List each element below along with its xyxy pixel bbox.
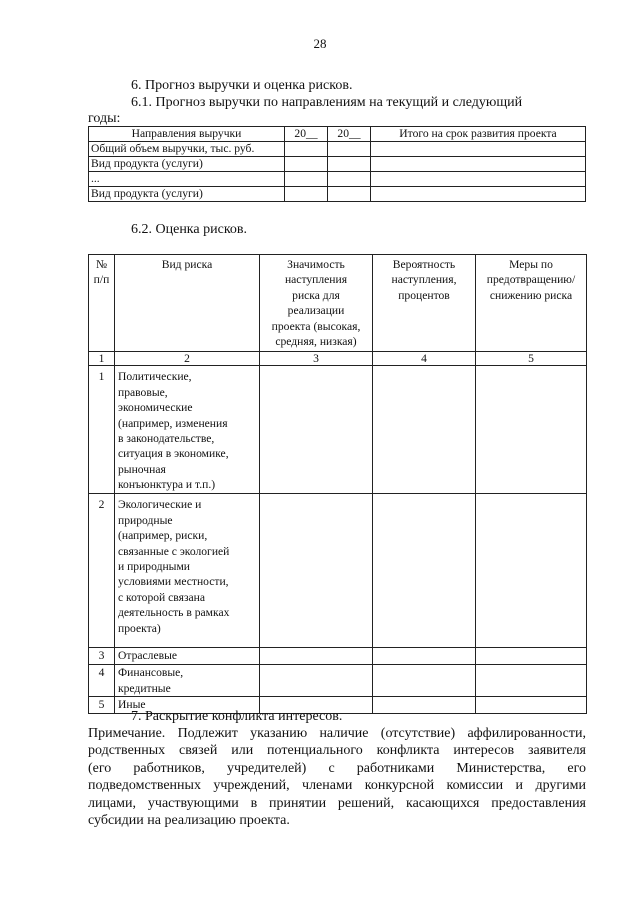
revenue-cell (328, 172, 371, 187)
risk-type-line: Политические, (118, 370, 192, 384)
risk-header-cell (373, 255, 476, 352)
risk-empty-cell (476, 665, 587, 697)
risk-header-line: риска для (292, 288, 340, 302)
risk-row (89, 366, 587, 494)
risk-type-line: экономические (118, 401, 193, 415)
risk-type-cell (115, 665, 260, 697)
risk-type-line: условиями местности, (118, 575, 229, 589)
risk-empty-cell (373, 494, 476, 648)
risk-header-line: Вероятность (392, 258, 456, 271)
risk-header-line: проекта (высокая, (271, 319, 361, 333)
revenue-cell (328, 187, 371, 202)
risk-row (89, 665, 587, 697)
risk-type-line: кредитные (118, 681, 171, 695)
risk-row-number: 5 (89, 697, 115, 713)
risk-header-line: средняя, низкая) (275, 335, 357, 349)
risk-header-cell (476, 255, 587, 352)
revenue-row (89, 142, 586, 157)
risk-header-cell (115, 255, 260, 352)
risk-header-line: предотвращению/ (486, 273, 576, 287)
risk-empty-cell (260, 494, 373, 648)
risk-header-cell (89, 255, 115, 352)
risk-header-line: наступления, (391, 273, 457, 287)
note-line: родственных связей или потенциального конфликта интересов заявителя (88, 743, 586, 759)
risk-type-cell (115, 648, 260, 665)
risk-type-line: Иные (118, 698, 146, 712)
risk-type-line: природные (118, 513, 173, 527)
risk-row-number: 1 (89, 366, 115, 494)
note-line: лицами, участвующими в принятии решений, касающихся предоставления (88, 795, 586, 811)
revenue-row-label: Вид продукта (услуги) (89, 187, 285, 202)
risk-type-line: рыночная (118, 462, 166, 476)
risk-empty-cell (373, 366, 476, 494)
risk-column-number: 5 (476, 352, 587, 366)
risk-empty-cell (373, 648, 476, 665)
section-7-title: 7. Раскрытие конфликта интересов. (131, 709, 343, 724)
risk-type-line: деятельность в рамках (118, 606, 230, 620)
risk-header-line: п/п (93, 273, 110, 287)
revenue-cell (328, 142, 371, 157)
risk-row (89, 494, 587, 648)
risk-type-line: с которой связана (118, 590, 206, 604)
revenue-header-row (89, 127, 586, 142)
revenue-row (89, 172, 586, 187)
risk-type-line: правовые, (118, 385, 168, 399)
risk-type-line: конъюнктура и т.п.) (118, 478, 216, 492)
risk-type-line: Отраслевые (118, 649, 178, 663)
risk-type-line: (например, изменения (118, 416, 228, 430)
risk-type-line: в законодательстве, (118, 432, 215, 446)
risk-type-line: Экологические и (118, 498, 202, 512)
risk-header-line: Вид риска (161, 258, 213, 271)
revenue-row (89, 187, 586, 202)
risk-header-cell (260, 255, 373, 352)
risk-header-line: процентов (398, 288, 450, 302)
risk-type-line: Финансовые, (118, 666, 184, 680)
risk-column-number: 4 (373, 352, 476, 366)
revenue-row (89, 157, 586, 172)
revenue-cell (285, 172, 328, 187)
risk-empty-cell (373, 665, 476, 697)
risk-header-line: реализации (287, 304, 345, 318)
note-line: подведомственных учреждений, членами конкурсной комиссии и другими (88, 778, 586, 794)
risk-header-row (89, 255, 587, 352)
revenue-header-cell: Направления выручки (89, 127, 285, 142)
revenue-cell (371, 187, 586, 202)
risk-column-number: 3 (260, 352, 373, 366)
risk-header-line: № (95, 258, 108, 271)
revenue-row-label: Вид продукта (услуги) (89, 157, 285, 172)
risk-empty-cell (476, 648, 587, 665)
risk-type-cell (115, 494, 260, 648)
risk-empty-cell (260, 665, 373, 697)
subsection-6-1-line1: 6.1. Прогноз выручки по направлениям на текущий и следующий (131, 95, 523, 110)
revenue-cell (371, 142, 586, 157)
revenue-header-cell: 20__ (285, 127, 328, 142)
risk-empty-cell (260, 366, 373, 494)
note-line: (его работников, учредителей) с работниками Министерства, его (88, 760, 586, 776)
risk-row-number: 4 (89, 665, 115, 697)
revenue-header-cell: 20__ (328, 127, 371, 142)
risk-header-line: Значимость (287, 258, 345, 271)
revenue-header-cell: Итого на срок развития проекта (371, 127, 586, 142)
risk-empty-cell (476, 494, 587, 648)
risk-column-number-row (89, 352, 587, 366)
risk-column-number: 2 (115, 352, 260, 366)
section-7-note (88, 725, 586, 829)
revenue-row-label: Общий объем выручки, тыс. руб. (89, 142, 285, 157)
risk-row-number: 2 (89, 494, 115, 648)
risk-row-number: 3 (89, 648, 115, 665)
risk-row (89, 648, 587, 665)
risk-type-line: ситуация в экономике, (118, 447, 229, 461)
risk-empty-cell (476, 366, 587, 494)
revenue-cell (371, 172, 586, 187)
risk-header-line: наступления (284, 273, 348, 287)
risk-empty-cell (373, 697, 476, 713)
section-6-title: 6. Прогноз выручки и оценка рисков. (131, 78, 353, 93)
revenue-table (88, 126, 586, 202)
risk-empty-cell (260, 648, 373, 665)
note-line: Примечание. Подлежит указанию наличие (отсутствие) аффилированности, (88, 726, 586, 741)
page-number: 28 (313, 36, 327, 51)
subsection-6-2-title: 6.2. Оценка рисков. (131, 222, 248, 237)
risk-table (88, 254, 587, 714)
risk-column-number: 1 (89, 352, 115, 366)
risk-type-line: проекта) (118, 621, 161, 635)
revenue-row-label: ... (89, 172, 285, 187)
revenue-cell (285, 157, 328, 172)
revenue-cell (285, 187, 328, 202)
subsection-6-1-line2: годы: (88, 111, 121, 126)
revenue-cell (328, 157, 371, 172)
revenue-cell (285, 142, 328, 157)
risk-header-line: снижению риска (489, 288, 573, 302)
risk-type-line: связанные с экологией (118, 544, 230, 558)
note-line: субсидии на реализацию проекта. (88, 813, 290, 829)
revenue-cell (371, 157, 586, 172)
risk-empty-cell (476, 697, 587, 713)
risk-header-line: Меры по (509, 258, 553, 271)
risk-type-line: (например, риски, (118, 529, 208, 543)
risk-type-line: и природными (118, 560, 191, 574)
risk-type-cell (115, 366, 260, 494)
